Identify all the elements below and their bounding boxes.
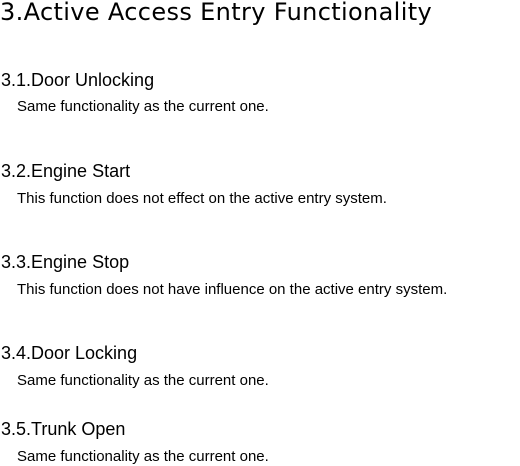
section-text-engine-stop: This function does not have influence on the active entry system. xyxy=(17,281,448,298)
section-heading-door-unlocking: 3.1.Door Unlocking xyxy=(1,70,155,90)
section-heading-engine-stop: 3.3.Engine Stop xyxy=(1,252,130,272)
section-heading-engine-start: 3.2.Engine Start xyxy=(1,161,131,181)
section-heading-trunk-open: 3.5.Trunk Open xyxy=(1,419,126,439)
section-heading-door-locking: 3.4.Door Locking xyxy=(1,343,138,363)
section-text-engine-start: This function does not effect on the active entry system. xyxy=(17,190,387,207)
section-text-door-locking: Same functionality as the current one. xyxy=(17,372,269,389)
section-text-door-unlocking: Same functionality as the current one. xyxy=(17,98,269,115)
document-title: 3.Active Access Entry Functionality xyxy=(0,0,433,26)
section-text-trunk-open: Same functionality as the current one. xyxy=(17,448,269,465)
